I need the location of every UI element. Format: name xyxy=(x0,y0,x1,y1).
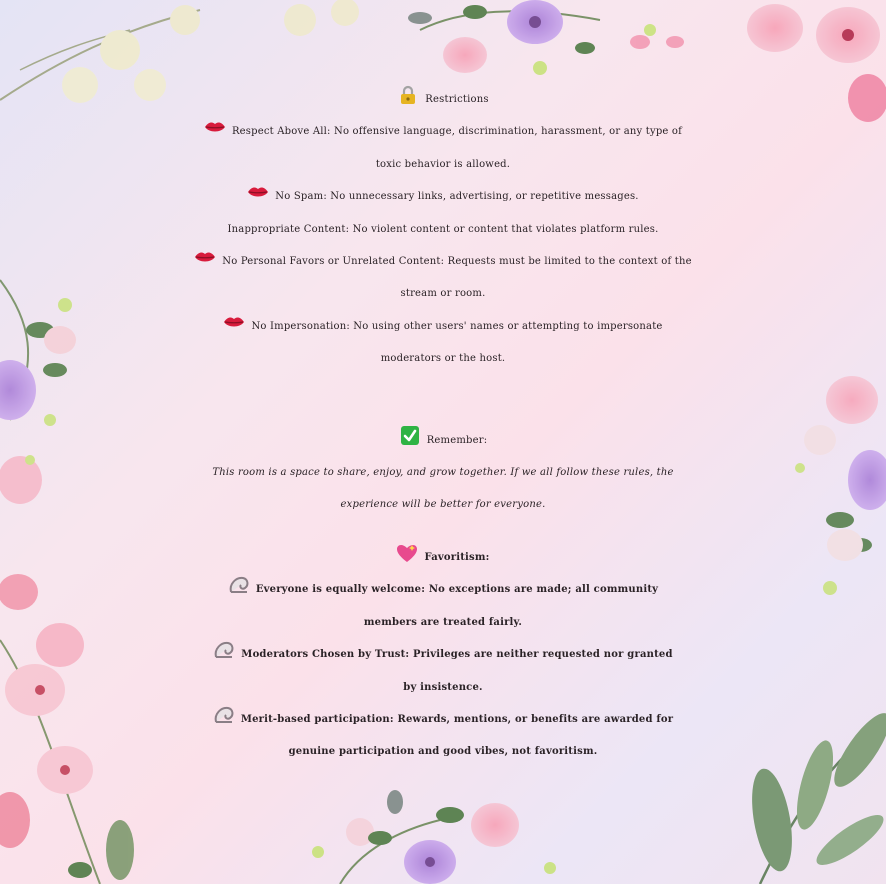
favoritism-line xyxy=(0,574,886,606)
favoritism-text: by insistence. xyxy=(403,681,483,693)
favoritism-text: Everyone is equally welcome: No exceptions are made; all community xyxy=(255,584,659,596)
restriction-line xyxy=(0,214,886,246)
restriction-line xyxy=(0,149,886,181)
remember-text: This room is a space to share, enjoy, and grow together. If we all follow these rules, the xyxy=(212,467,674,479)
restriction-line xyxy=(0,278,886,310)
favoritism-line xyxy=(0,672,886,704)
remember-line xyxy=(0,489,886,521)
restriction-line xyxy=(0,343,886,375)
favoritism-text: Merit-based participation: Rewards, mentions, or benefits are awarded for xyxy=(240,713,674,725)
favoritism-line xyxy=(0,639,886,671)
section-spacer xyxy=(0,522,886,542)
remember-heading-row xyxy=(0,425,886,457)
restriction-line xyxy=(0,246,886,278)
restrictions-section xyxy=(0,84,886,376)
favoritism-text: members are treated fairly. xyxy=(363,616,523,628)
lock-icon xyxy=(397,85,419,105)
spiral-shell-icon xyxy=(228,575,250,595)
restriction-text: moderators or the host. xyxy=(380,353,506,365)
restriction-text: No Impersonation: No using other users' names or attempting to impersonate xyxy=(251,320,663,332)
favoritism-text: Moderators Chosen by Trust: Privileges are neither requested nor granted xyxy=(241,649,673,661)
lips-icon xyxy=(204,117,226,137)
remember-text: experience will be better for everyone. xyxy=(340,499,546,511)
favoritism-heading-row xyxy=(0,542,886,574)
favoritism-text: genuine participation and good vibes, not favoritism. xyxy=(288,746,598,758)
check-mark-button-icon xyxy=(399,426,421,446)
rules-content xyxy=(0,84,886,769)
restriction-text: toxic behavior is allowed. xyxy=(375,158,511,170)
restrictions-heading: Restrictions xyxy=(425,94,489,105)
restriction-text: stream or room. xyxy=(400,288,486,300)
restriction-text: Respect Above All: No offensive language, discrimination, harassment, or any type of xyxy=(231,126,683,138)
favoritism-line xyxy=(0,736,886,768)
restriction-line xyxy=(0,311,886,343)
remember-section xyxy=(0,425,886,522)
favoritism-line xyxy=(0,704,886,736)
lips-icon xyxy=(194,247,216,267)
restrictions-heading-row xyxy=(0,84,886,116)
lips-icon xyxy=(223,312,245,332)
favoritism-line xyxy=(0,607,886,639)
spiral-shell-icon xyxy=(213,705,235,725)
remember-line xyxy=(0,457,886,489)
lips-icon xyxy=(247,182,269,202)
sparkling-heart-icon xyxy=(396,543,418,563)
restriction-line xyxy=(0,116,886,148)
favoritism-heading: Favoritism: xyxy=(424,551,490,563)
restriction-text: Inappropriate Content: No violent content or content that violates platform rules. xyxy=(227,223,659,235)
remember-heading: Remember: xyxy=(426,434,488,446)
restriction-line xyxy=(0,181,886,213)
restriction-text: No Personal Favors or Unrelated Content: Requests must be limited to the context of the xyxy=(222,256,692,268)
section-spacer xyxy=(0,376,886,425)
favoritism-section xyxy=(0,542,886,769)
spiral-shell-icon xyxy=(213,640,235,660)
restriction-text: No Spam: No unnecessary links, advertising, or repetitive messages. xyxy=(275,191,639,203)
